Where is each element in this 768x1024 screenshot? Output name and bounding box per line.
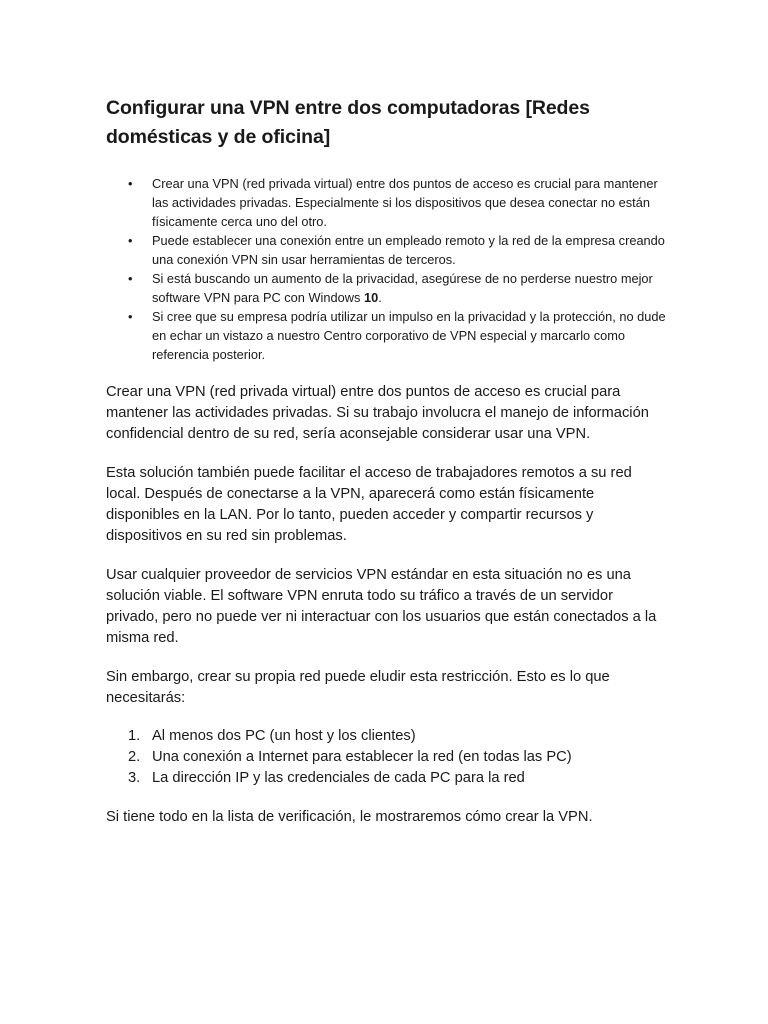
bullet-item [106,307,666,364]
body-paragraph: Sin embargo, crear su propia red puede eludir esta restricción. Esto es lo que necesitarás: [106,669,610,706]
closing-paragraph: Si tiene todo en la lista de verificación, le mostraremos cómo crear la VPN. [106,809,593,825]
body-paragraph: Usar cualquier proveedor de servicios VPN estándar en esta situación no es una solución viable. El software VPN enruta todo su tráfico a través de un servidor privado, pero no puede ver ni interactuar con los usuarios que están conectados a la misma red. [106,567,657,646]
bullet-text-end: . [378,290,382,305]
requirement-text: Al menos dos PC (un host y los clientes) [152,728,416,744]
body-paragraph: Esta solución también puede facilitar el acceso de trabajadores remotos a su red local. Después de conectarse a la VPN, aparecerá como están físicamente disponibles en la LAN. Por lo tanto, pueden acceder y compartir recursos y dispositivos en su red sin problemas. [106,465,632,544]
requirement-text: Una conexión a Internet para establecer la red (en todas las PC) [152,749,572,765]
bullet-item [106,231,666,269]
bullet-dot: • [128,309,133,324]
document-page [106,94,666,828]
requirement-item [106,726,666,747]
body-paragraph: Crear una VPN (red privada virtual) entre dos puntos de acceso es crucial para mantener las actividades privadas. Si su trabajo involucra el manejo de información confidencial dentro de su red, sería aconsejable considerar usar una VPN. [106,384,649,442]
requirement-number: 2. [128,749,141,765]
requirement-number: 1. [128,728,141,744]
bullet-text: Si está buscando un aumento de la privacidad, asegúrese de no perderse nuestro mejor software VPN para PC con Windows [152,271,653,305]
requirement-text: La dirección IP y las credenciales de cada PC para la red [152,770,525,786]
requirement-item [106,768,666,789]
bullet-text: Puede establecer una conexión entre un empleado remoto y la red de la empresa creando una conexión VPN sin usar herramientas de terceros. [152,233,665,267]
document-title: Configurar una VPN entre dos computadoras [Redes domésticas y de oficina] [106,97,590,148]
bullet-text: Crear una VPN (red privada virtual) entre dos puntos de acceso es crucial para mantener las actividades privadas. Especialmente si los dispositivos que desea conectar no están físicamente cerca uno del otro. [152,176,658,229]
bullet-text-bold: 10 [363,290,379,305]
requirements-list [106,726,666,789]
requirement-item [106,747,666,768]
bullet-dot: • [128,233,133,248]
summary-bullet-list [106,174,666,364]
bullet-item [106,174,666,231]
bullet-dot: • [128,271,133,286]
bullet-text: Si cree que su empresa podría utilizar un impulso en la privacidad y la protección, no dude en echar un vistazo a nuestro Centro corporativo de VPN especial y marcarlo como referencia posterior. [152,309,666,362]
requirement-number: 3. [128,770,141,786]
bullet-dot: • [128,176,133,191]
bullet-item [106,269,666,307]
